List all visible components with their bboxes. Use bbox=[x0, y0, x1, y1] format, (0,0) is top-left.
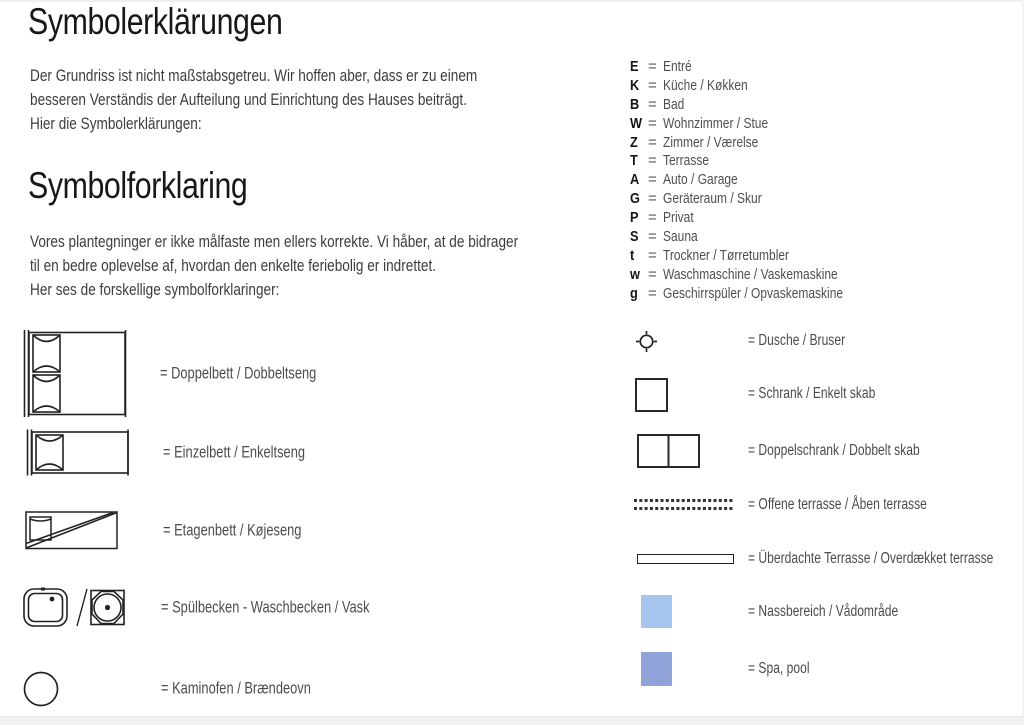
abbr-letter: w bbox=[630, 265, 640, 283]
abbr-row-kitchen bbox=[630, 77, 888, 96]
abbr-label: Terrasse bbox=[663, 152, 710, 170]
abbr-letter: T bbox=[630, 152, 638, 170]
legend-label-bunk-bed: = Etagenbett / Køjeseng bbox=[163, 521, 302, 539]
single-bed-icon bbox=[25, 429, 131, 476]
abbr-label: Bad bbox=[663, 95, 685, 113]
equals-sign: = bbox=[648, 190, 657, 208]
abbr-letter: Z bbox=[630, 133, 638, 151]
page-title-german: Symbolerklärungen bbox=[28, 1, 283, 42]
abbr-row-bath bbox=[630, 96, 888, 115]
abbr-label: Privat bbox=[663, 209, 694, 227]
legend-row-wood-stove bbox=[23, 671, 443, 707]
abbr-row-dryer bbox=[630, 247, 888, 266]
abbr-letter: K bbox=[630, 76, 640, 94]
abbr-label: Waschmaschine / Vaskemaskine bbox=[663, 265, 838, 283]
legend-label-single-wardrobe: = Schrank / Enkelt skab bbox=[748, 385, 876, 402]
intro-paragraph-german: Der Grundriss ist nicht maßstabsgetreu. Wir hoffen aber, dass er zu einem besseren Verständis der Aufteilung und Einrichtung des Hauses beiträgt. Hier die Symbolerklärungen: bbox=[30, 66, 478, 133]
abbr-label: Geräteraum / Skur bbox=[663, 190, 762, 208]
covered-terrace-icon bbox=[637, 554, 734, 564]
abbr-row-private bbox=[630, 209, 888, 228]
abbr-letter: E bbox=[630, 58, 639, 75]
wood-stove-icon bbox=[23, 671, 59, 707]
abbr-label: Entré bbox=[663, 58, 692, 75]
bunk-bed-icon bbox=[25, 511, 118, 550]
page-title-danish: Symbolforklaring bbox=[28, 165, 248, 206]
abbr-letter: t bbox=[630, 246, 635, 264]
open-terrace-icon bbox=[634, 497, 734, 513]
abbr-letter: P bbox=[630, 209, 639, 227]
abbr-letter: G bbox=[630, 190, 640, 208]
legend-row-bunk-bed bbox=[25, 511, 445, 550]
legend-row-double-bed bbox=[22, 329, 442, 418]
abbr-label: Geschirrspüler / Opvaskemaskine bbox=[663, 284, 844, 302]
legend-label-sink: = Spülbecken - Waschbecken / Vask bbox=[161, 598, 370, 616]
equals-sign: = bbox=[648, 265, 657, 283]
legend-label-double-bed: = Doppelbett / Dobbeltseng bbox=[160, 364, 317, 382]
abbr-row-sauna bbox=[630, 228, 888, 247]
abbr-row-livingroom bbox=[630, 115, 888, 134]
abbr-label: Trockner / Tørretumbler bbox=[663, 246, 790, 264]
shower-icon bbox=[635, 330, 658, 353]
legend-label-wood-stove: = Kaminofen / Brændeovn bbox=[161, 679, 311, 698]
abbr-label: Zimmer / Værelse bbox=[663, 133, 759, 151]
legend-label-double-wardrobe: = Doppelschrank / Dobbelt skab bbox=[748, 442, 920, 459]
abbr-label: Auto / Garage bbox=[663, 171, 738, 189]
sink-washbasin-icon bbox=[23, 587, 125, 628]
equals-sign: = bbox=[648, 171, 657, 189]
abbr-row-garage bbox=[630, 171, 888, 190]
equals-sign: = bbox=[648, 228, 657, 246]
intro-paragraph-danish: Vores plantegninger er ikke målfaste men ellers korrekte. Vi håber, at de bidrager til en bedre oplevelse af, hvordan den enkelte feriebolig er indrettet. Her ses de forskellige symbolforklaringer: bbox=[30, 232, 519, 299]
legend-label-spa-pool: = Spa, pool bbox=[748, 660, 810, 677]
equals-sign: = bbox=[648, 284, 657, 302]
abbr-row-washer bbox=[630, 266, 888, 285]
equals-sign: = bbox=[648, 209, 657, 227]
abbr-row-room bbox=[630, 134, 888, 153]
equals-sign: = bbox=[648, 95, 657, 113]
legend-row-single-bed bbox=[25, 429, 445, 476]
legend-label-covered-terrace: = Überdachte Terrasse / Overdækket terrasse bbox=[748, 550, 994, 567]
abbr-row-entree bbox=[630, 58, 888, 77]
abbr-label: Küche / Køkken bbox=[663, 76, 748, 94]
abbr-letter: W bbox=[630, 114, 643, 132]
legend-row-sink bbox=[23, 587, 443, 628]
equals-sign: = bbox=[648, 76, 657, 94]
equals-sign: = bbox=[648, 133, 657, 151]
equals-sign: = bbox=[648, 114, 657, 132]
single-wardrobe-icon bbox=[635, 378, 668, 412]
abbr-row-shed bbox=[630, 190, 888, 209]
wet-area-icon bbox=[641, 595, 672, 628]
double-wardrobe-icon bbox=[637, 434, 700, 468]
equals-sign: = bbox=[648, 152, 657, 170]
legend-label-open-terrace: = Offene terrasse / Åben terrasse bbox=[748, 496, 927, 513]
abbreviation-list bbox=[630, 58, 888, 304]
legend-label-wet-area: = Nassbereich / Vådområde bbox=[748, 603, 899, 620]
equals-sign: = bbox=[648, 246, 657, 264]
abbr-row-dishwasher bbox=[630, 285, 888, 304]
abbr-letter: g bbox=[630, 284, 638, 302]
double-bed-icon bbox=[22, 329, 129, 418]
spa-pool-icon bbox=[641, 652, 672, 686]
abbr-letter: S bbox=[630, 228, 639, 246]
abbr-label: Wohnzimmer / Stue bbox=[663, 114, 769, 132]
abbr-letter: B bbox=[630, 95, 640, 113]
abbr-letter: A bbox=[630, 171, 640, 189]
equals-sign: = bbox=[648, 58, 657, 75]
abbr-row-terrace bbox=[630, 152, 888, 171]
abbr-label: Sauna bbox=[663, 228, 698, 246]
legend-label-shower: = Dusche / Bruser bbox=[748, 332, 846, 349]
legend-label-single-bed: = Einzelbett / Enkeltseng bbox=[163, 443, 306, 461]
